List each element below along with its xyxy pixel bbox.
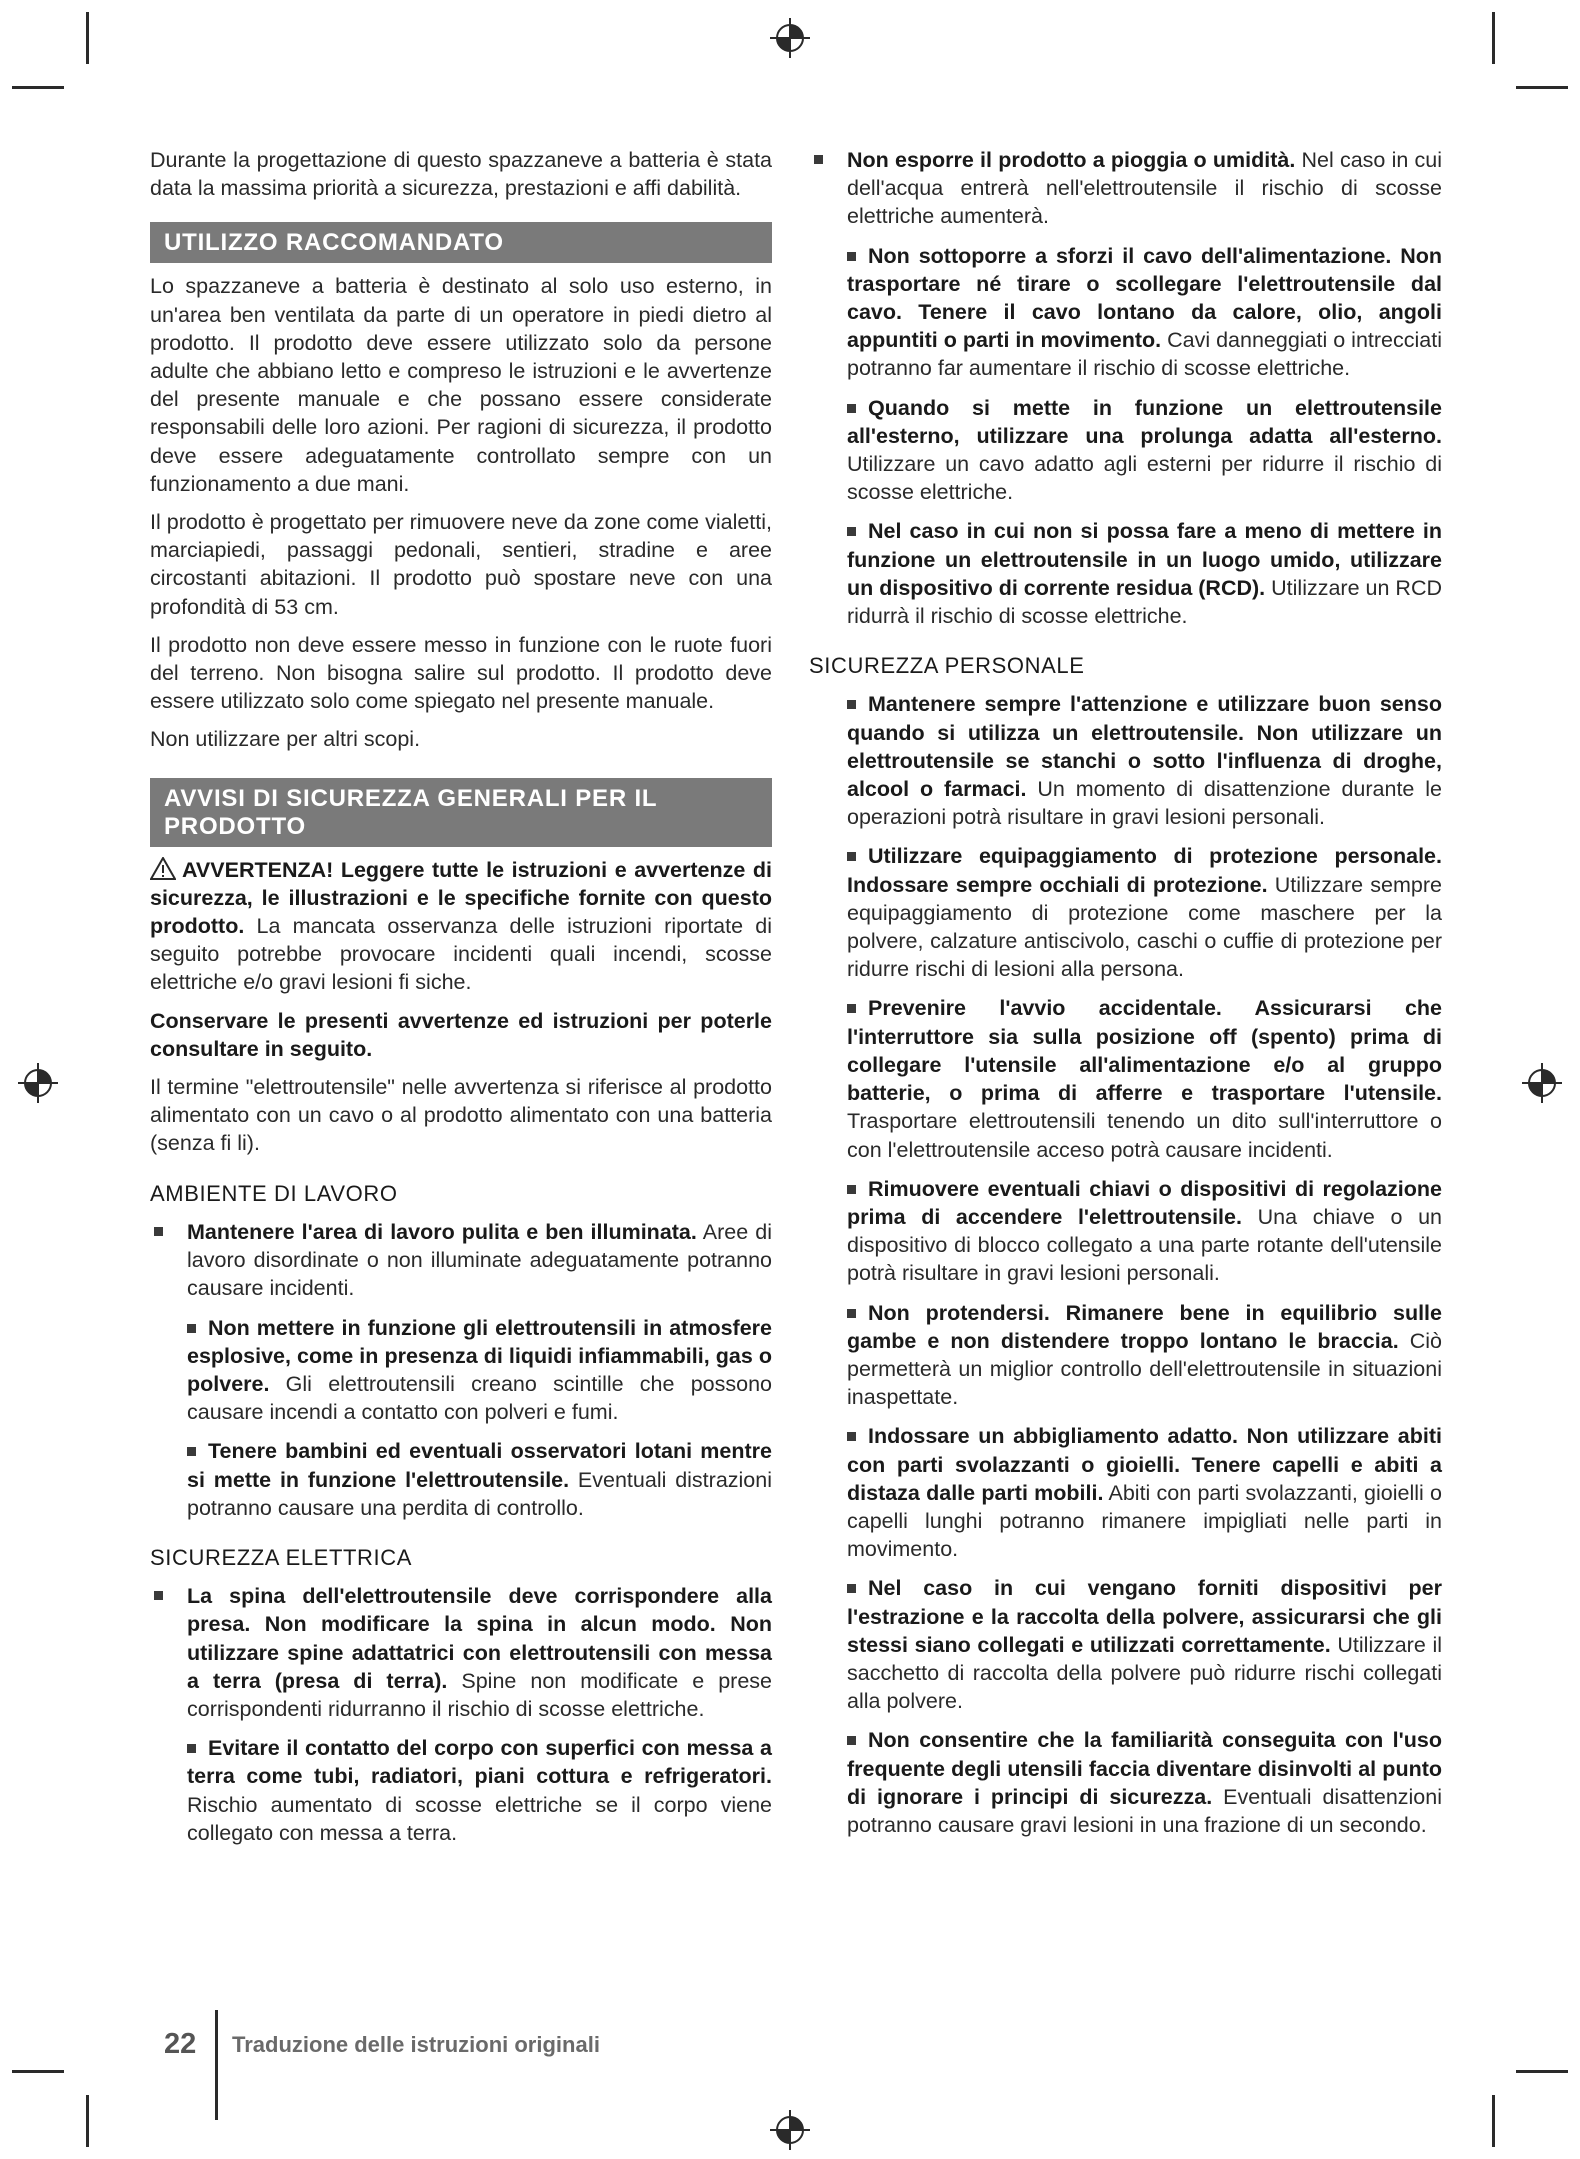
item-bold: Rimuovere eventuali chiavi o dispositivi di regolazione prima di accendere l'elettroutensile. — [847, 1176, 1442, 1229]
item-text: Utilizzare un cavo adatto agli esterni per ridurre il rischio di scosse elettriche. — [847, 452, 1442, 505]
item-bold: Quando si mette in funzione un elettroutensile all'esterno, utilizzare una prolunga adatta all'esterno. — [847, 395, 1442, 448]
item-text: Trasportare elettroutensili tenendo un dito sull'interruttore o con l'elettroutensile acceso potrà causare incidenti. — [847, 1109, 1442, 1162]
warning-paragraph — [150, 856, 772, 997]
list-item — [810, 517, 1442, 630]
crop-mark — [1492, 12, 1495, 64]
item-bold: Non esporre il prodotto a pioggia o umidità. — [847, 148, 1296, 172]
item-text: Un momento di disattenzione durante le operazioni potrà risultare in gravi lesioni personali. — [847, 777, 1442, 830]
list-item — [810, 690, 1442, 831]
list-item — [810, 1175, 1442, 1288]
list-item — [810, 1422, 1442, 1563]
registration-mark-icon — [1520, 1061, 1564, 1105]
registration-mark-icon — [768, 2108, 812, 2152]
use-paragraph: Lo spazzaneve a batteria è destinato al solo uso esterno, in un'area ben ventilata da parte di un operatore in piedi dietro al prodotto. Il prodotto deve essere utilizzato solo da persone adulte che abbiano letto e compreso le istruzioni e le avvertenze del presente manuale e che possano essere considerate responsabili delle loro azioni. Per ragioni di sicurezza, il prodotto deve essere adeguatamente controllato sempre con un funzionamento a due mani. — [150, 274, 772, 496]
list-item — [810, 994, 1442, 1163]
crop-mark — [86, 12, 89, 64]
item-text: Una chiave o un dispositivo di blocco collegato a una parte rotante dell'utensile potrà risultare in gravi lesioni personali. — [847, 1204, 1442, 1286]
list-item — [810, 1574, 1442, 1715]
left-column — [150, 146, 772, 1858]
subheading-work-area: AMBIENTE DI LAVORO — [150, 1180, 398, 1206]
item-text: Eventuali distrazioni potranno causare una perdita di controllo. — [187, 1467, 772, 1520]
item-bold: Indossare un abbigliamento adatto. Non utilizzare abiti con parti svolazzanti o gioielli. Tenere capelli e abiti a distaza dalle parti mobili. — [847, 1424, 1442, 1505]
bullet-square-icon — [847, 1185, 856, 1194]
bullet-square-icon — [847, 404, 856, 413]
term-paragraph: Il termine "elettroutensile" nelle avvertenza si riferisce al prodotto alimentato con un cavo o al prodotto alimentato con una batteria (senza fi li). — [150, 1075, 772, 1156]
item-bold: Non mettere in funzione gli elettroutensili in atmosfere esplosive, come in presenza di liquidi infiammabili, gas o polvere. — [187, 1315, 772, 1396]
warning-bold: AVVERTENZA! Leggere tutte le istruzioni e avvertenze di sicurezza, le illustrazioni e le specifiche fornite con questo prodotto. — [150, 857, 772, 939]
list-item — [150, 1314, 772, 1427]
bullet-square-icon — [847, 252, 856, 261]
item-text: Ciò permetterà un miglior controllo dell'elettroutensile in situazioni inaspettate. — [847, 1328, 1442, 1410]
list-item — [150, 1218, 772, 1303]
bullet-square-icon — [847, 1309, 856, 1318]
bullet-square-icon — [847, 1584, 856, 1593]
subheading-electrical: SICUREZZA ELETTRICA — [150, 1544, 412, 1570]
use-paragraph: Il prodotto è progettato per rimuovere neve da zone come vialetti, marciapiedi, passaggi pedonali, sentieri, stradine e aree circostanti abitazioni. Il prodotto può spostare neve con una profondità di 53 cm. — [150, 510, 772, 619]
bullet-square-icon — [154, 1227, 163, 1236]
list-item — [150, 1582, 772, 1723]
electrical-list-continued — [810, 146, 1442, 630]
bullet-square-icon — [847, 852, 856, 861]
item-bold: Nel caso in cui vengano forniti dispositivi per l'estrazione e la raccolta della polvere, assicurarsi che gli stessi siano collegati e utilizzati correttamente. — [847, 1576, 1442, 1657]
list-item — [810, 842, 1442, 983]
crop-mark — [1516, 86, 1568, 89]
subheading-personal: SICUREZZA PERSONALE — [809, 653, 1085, 679]
item-bold: Nel caso in cui non si possa fare a meno di mettere in funzione un elettroutensile in un luogo umido, utilizzare un dispositivo di corrente residua (RCD). — [847, 519, 1442, 600]
item-text: Utilizzare un RCD ridurrà il rischio di scosse elettriche. — [847, 575, 1442, 629]
list-item — [150, 1734, 772, 1847]
crop-mark — [12, 2070, 64, 2073]
item-text: Gli elettroutensili creano scintille che possono causare incendi a contatto con polveri e fumi. — [187, 1371, 772, 1425]
list-item — [810, 394, 1442, 507]
bullet-square-icon — [814, 155, 823, 164]
bullet-square-icon — [187, 1744, 196, 1753]
footer-divider — [215, 2010, 218, 2120]
item-bold: Non sottoporre a sforzi il cavo dell'alimentazione. Non trasportare né tirare o scollegare l'elettroutensile dal cavo. Tenere il cavo lontano da calore, olio, angoli appuntiti o parti in movimento. — [847, 243, 1442, 353]
crop-mark — [1492, 2095, 1495, 2147]
item-text: Rischio aumentato di scosse elettriche se il corpo viene collegato con messa a terra. — [187, 1792, 772, 1845]
footer-text: Traduzione delle istruzioni originali — [232, 2032, 600, 2057]
bullet-square-icon — [847, 527, 856, 536]
page-number: 22 — [164, 2028, 197, 2060]
item-bold: Tenere bambini ed eventuali osservatori lotani mentre si mette in funzione l'elettroutensile. — [187, 1439, 772, 1492]
item-text: Utilizzare sempre equipaggiamento di protezione come maschere per la polvere, calzature antiscivolo, caschi o cuffie di protezione per ridurre rischi di lesioni alla persona. — [847, 872, 1442, 982]
bullet-square-icon — [847, 700, 856, 709]
list-item — [810, 242, 1442, 383]
bullet-square-icon — [847, 1004, 856, 1013]
crop-mark — [1516, 2070, 1568, 2073]
item-text: Cavi danneggiati o intrecciati potranno far aumentare il rischio di scosse elettriche. — [847, 328, 1442, 381]
list-item — [810, 1726, 1442, 1839]
item-text: Eventuali disattenzioni potranno causare gravi lesioni in una frazione di un secondo. — [847, 1784, 1442, 1837]
item-text: Aree di lavoro disordinate o non illuminate adeguatamente potranno causare incidenti. — [187, 1219, 772, 1301]
warning-text: La mancata osservanza delle istruzioni riportate di seguito potrebbe provocare incidenti quali incendi, scosse elettriche e/o gravi lesioni fi siche. — [150, 914, 772, 995]
bullet-square-icon — [847, 1736, 856, 1745]
section-heading-utilizzo: UTILIZZO RACCOMANDATO — [150, 222, 772, 263]
bullet-square-icon — [847, 1432, 856, 1441]
bullet-square-icon — [187, 1447, 196, 1456]
item-bold: Non protendersi. Rimanere bene in equilibrio sulle gambe e non distendere troppo lontano le braccia. — [847, 1300, 1442, 1353]
item-bold: Utilizzare equipaggiamento di protezione personale. Indossare sempre occhiali di protezione. — [847, 844, 1442, 897]
personal-list — [810, 690, 1442, 1839]
crop-mark — [86, 2095, 89, 2147]
item-bold: Mantenere sempre l'attenzione e utilizzare buon senso quando si utilizza un elettroutensile. Non utilizzare un elettroutensile se stanchi o sotto l'influenza di droghe, alcool o farmaci. — [847, 692, 1442, 802]
work-area-list — [150, 1218, 772, 1522]
item-text: Utilizzare il sacchetto di raccolta della polvere può ridurre rischi collegati alla polvere. — [847, 1632, 1443, 1714]
bullet-square-icon — [187, 1324, 196, 1333]
item-bold: Prevenire l'avvio accidentale. Assicurarsi che l'interruttore sia sulla posizione off (spento) prima di collegare l'utensile all'alimentazione e/o al gruppo batterie, o prima di afferre e trasportare l'utensile. — [847, 996, 1442, 1106]
item-text: Nel caso in cui dell'acqua entrerà nell'elettroutensile il rischio di scosse elettriche aumenterà. — [847, 148, 1442, 229]
use-paragraph: Non utilizzare per altri scopi. — [150, 727, 421, 752]
item-text: Abiti con parti svolazzanti, gioielli o capelli lunghi potranno rimanere impigliati nelle parti in movimento. — [847, 1480, 1443, 1562]
list-item — [810, 146, 1442, 231]
item-bold: La spina dell'elettroutensile deve corrispondere alla presa. Non modificare la spina in alcun modo. Non utilizzare spine adattatrici con elettroutensili con messa a terra (presa di terra). — [187, 1584, 772, 1693]
list-item — [810, 1299, 1442, 1412]
keep-paragraph — [150, 1007, 772, 1063]
intro-paragraph: Durante la progettazione di questo spazzaneve a batteria è stata data la massima priorità a sicurezza, prestazioni e affi dabilità. — [150, 148, 772, 201]
crop-mark — [12, 86, 64, 89]
section-heading-sicurezza: AVVISI DI SICUREZZA GENERALI PER IL PRODOTTO — [150, 778, 772, 847]
electrical-list — [150, 1582, 772, 1847]
registration-mark-icon — [768, 16, 812, 60]
keep-bold: Conservare le presenti avvertenze ed istruzioni per poterle consultare in seguito. — [150, 1008, 772, 1061]
item-bold: Non consentire che la familiarità conseguita con l'uso frequente degli utensili faccia diventare disinvolti al punto di ignorare i principi di sicurezza. — [847, 1728, 1442, 1809]
right-column — [810, 146, 1442, 1850]
list-item — [150, 1437, 772, 1522]
item-text: Spine non modificate e prese corrispondenti ridurranno il rischio di scosse elettriche. — [187, 1668, 772, 1721]
item-bold: Mantenere l'area di lavoro pulita e ben illuminata. — [187, 1219, 697, 1244]
item-bold: Evitare il contatto del corpo con superfici con messa a terra come tubi, radiatori, piani cottura e refrigeratori. — [187, 1736, 772, 1789]
warning-triangle-icon — [150, 857, 176, 880]
registration-mark-icon — [16, 1061, 60, 1105]
use-paragraph: Il prodotto non deve essere messo in funzione con le ruote fuori del terreno. Non bisogna salire sul prodotto. Il prodotto deve essere utilizzato solo come spiegato nel presente manuale. — [150, 632, 772, 714]
bullet-square-icon — [154, 1591, 163, 1600]
